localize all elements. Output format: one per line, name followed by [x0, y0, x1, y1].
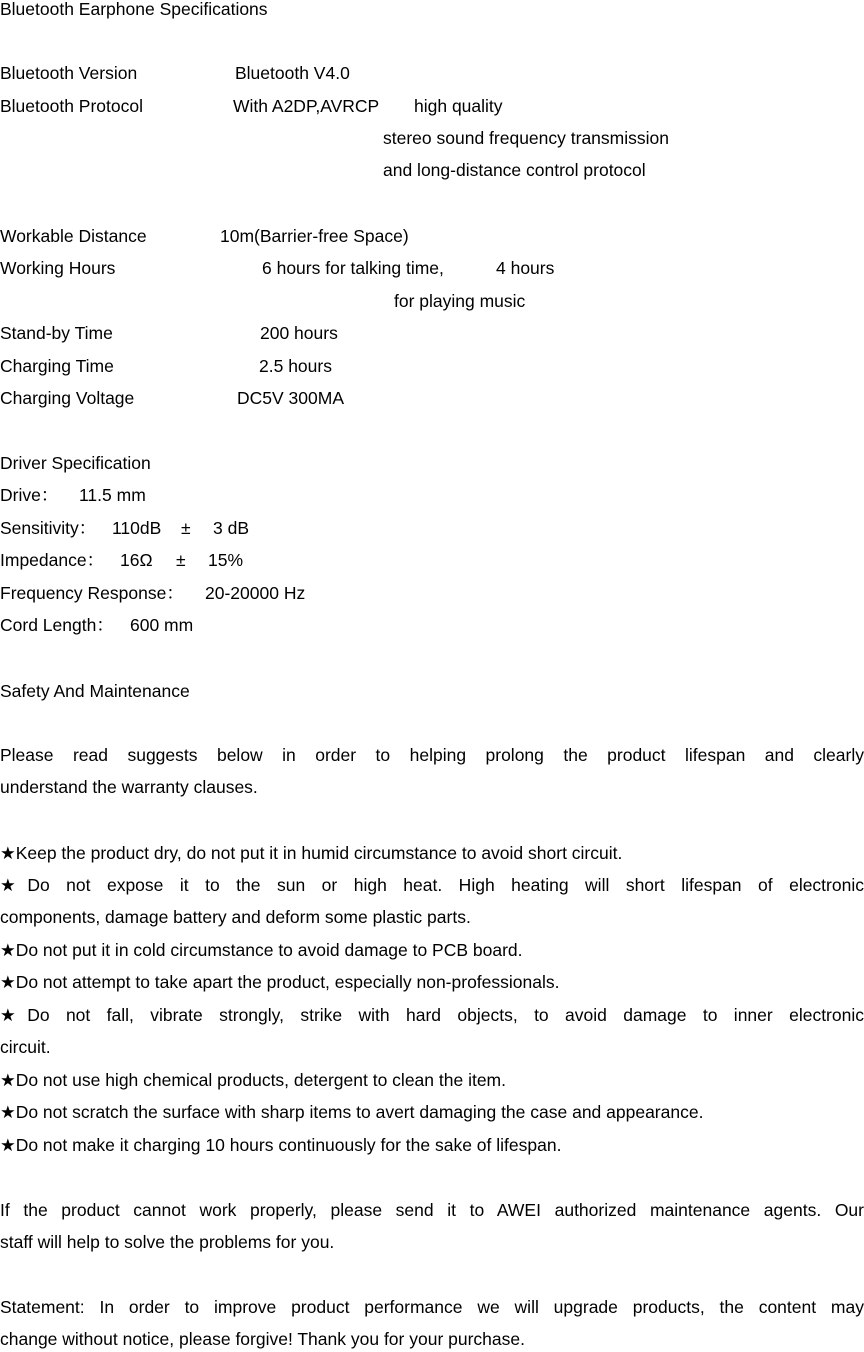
safety-item — [0, 939, 523, 961]
statement-line: Statement: In order to improve product performance we will upgrade products, the content may — [0, 1297, 864, 1317]
safety-item-text: Do not use high chemical products, detergent to clean the item. — [15, 1070, 506, 1090]
star-icon: ★ — [0, 843, 16, 863]
star-icon: ★ — [0, 1135, 16, 1155]
safety-item — [0, 971, 560, 993]
spec-label: Working Hours — [0, 258, 116, 278]
spec-label: Charging Time — [0, 356, 114, 376]
safety-item-continuation: circuit. — [0, 1037, 51, 1057]
safety-item — [0, 874, 864, 896]
star-icon: ★ — [0, 940, 16, 960]
spec-value: for playing music — [394, 291, 526, 311]
driver-label: Frequency Response： — [0, 583, 184, 603]
safety-intro-line: understand the warranty clauses. — [0, 777, 258, 797]
safety-item — [0, 1134, 561, 1156]
safety-item-text: Do not make it charging 10 hours continuously for the sake of lifespan. — [15, 1135, 562, 1155]
safety-item-text: Do not put it in cold circumstance to avoid damage to PCB board. — [15, 940, 523, 960]
statement-line: change without notice, please forgive! Thank you for your purchase. — [0, 1329, 525, 1349]
safety-item — [0, 842, 622, 864]
spec-label: Bluetooth Protocol — [0, 96, 144, 116]
safety-item — [0, 1101, 703, 1123]
document-title: Bluetooth Earphone Specifications — [0, 0, 268, 19]
spec-value: 6 hours for talking time, — [262, 258, 444, 278]
star-icon: ★ — [0, 875, 28, 895]
star-icon: ★ — [0, 1005, 28, 1025]
driver-label: Sensitivity： — [0, 518, 97, 538]
closing-paragraph-line: If the product cannot work properly, please send it to AWEI authorized maintenance agents. Our — [0, 1200, 864, 1220]
closing-paragraph-line: staff will help to solve the problems for you. — [0, 1232, 335, 1252]
safety-heading: Safety And Maintenance — [0, 681, 190, 701]
safety-item — [0, 1069, 506, 1091]
driver-value: 20-20000 Hz — [205, 583, 306, 603]
spec-label: Workable Distance — [0, 226, 147, 246]
driver-tolerance: 15% — [208, 550, 244, 570]
spec-value: With A2DP,AVRCP — [233, 96, 380, 116]
spec-label: Bluetooth Version — [0, 63, 138, 83]
plus-minus-symbol: ± — [176, 550, 186, 570]
safety-intro-line: Please read suggests below in order to helping prolong the product lifespan and clearly — [0, 745, 864, 765]
driver-heading: Driver Specification — [0, 453, 151, 473]
driver-label: Impedance： — [0, 550, 105, 570]
spec-value: 4 hours — [496, 258, 555, 278]
spec-value: 200 hours — [260, 323, 338, 343]
star-icon: ★ — [0, 972, 16, 992]
spec-label: Stand-by Time — [0, 323, 113, 343]
spec-value: and long-distance control protocol — [383, 160, 646, 180]
driver-value: 110dB — [112, 518, 162, 538]
spec-value: stereo sound frequency transmission — [383, 128, 669, 148]
star-icon: ★ — [0, 1102, 16, 1122]
driver-tolerance: 3 dB — [213, 518, 249, 538]
spec-value: Bluetooth V4.0 — [235, 63, 350, 83]
driver-value: 600 mm — [130, 615, 194, 635]
spec-value: 2.5 hours — [259, 356, 332, 376]
spec-label: Charging Voltage — [0, 388, 135, 408]
driver-value: 11.5 mm — [79, 485, 146, 505]
safety-item-text: Do not fall, vibrate strongly, strike with hard objects, to avoid damage to inner electronic — [27, 1005, 864, 1025]
safety-item-text: Do not scratch the surface with sharp items to avert damaging the case and appearance. — [15, 1102, 704, 1122]
driver-label: Cord Length： — [0, 615, 114, 635]
safety-item-text: Keep the product dry, do not put it in humid circumstance to avoid short circuit. — [15, 843, 623, 863]
plus-minus-symbol: ± — [181, 518, 191, 538]
spec-value: high quality — [414, 96, 503, 116]
spec-value: 10m(Barrier-free Space) — [220, 226, 409, 246]
safety-item-text: Do not expose it to the sun or high heat. High heating will short lifespan of electronic — [27, 875, 864, 895]
spec-value: DC5V 300MA — [237, 388, 344, 408]
driver-value: 16Ω — [120, 550, 153, 570]
driver-label: Drive： — [0, 485, 59, 505]
safety-item — [0, 1004, 864, 1026]
star-icon: ★ — [0, 1070, 16, 1090]
safety-item-continuation: components, damage battery and deform some plastic parts. — [0, 907, 471, 927]
safety-item-text: Do not attempt to take apart the product, especially non-professionals. — [15, 972, 560, 992]
